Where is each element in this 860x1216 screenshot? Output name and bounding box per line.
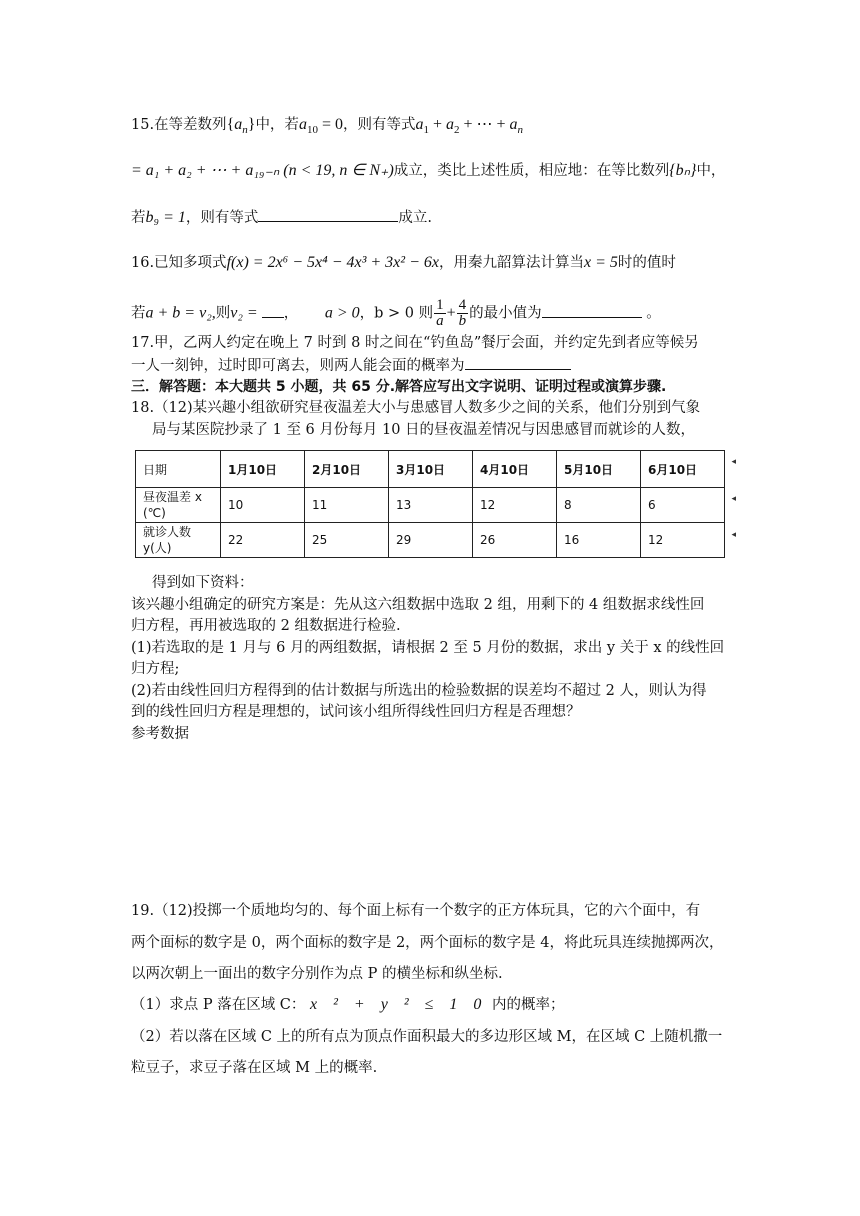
answer-blank-16a: [262, 303, 284, 318]
table-cell: 6月10日: [641, 451, 725, 488]
q17-line1: 17.甲，乙两人约定在晚上 7 时到 8 时之间在“钓鱼岛”餐厅会面，并约定先到者应等候另: [131, 335, 699, 351]
row-marker-icon: ◂: [731, 530, 736, 540]
q19-line2: 两个面标的数字是 0，两个面标的数字是 2，两个面标的数字是 4，将此玩具连续抛掷两次，: [131, 935, 724, 951]
answer-blank-15: [258, 207, 398, 222]
q18-p1: 该兴趣小组确定的研究方案是：先从这六组数据中选取 2 组，用剩下的 4 组数据求线性回: [131, 597, 705, 613]
answer-blank-17: [465, 355, 571, 370]
table-cell: 5月10日: [557, 451, 641, 488]
q18-p3: (1)若选取的是 1 月与 6 月的两组数据，请根据 2 至 5 月份的数据，求出 y 关于 x 的线性回: [131, 640, 725, 656]
table-header-row: [136, 451, 725, 488]
fraction-1-over-a: $\frac{1}{a}$: [436, 297, 444, 329]
table-cell: 1月10日: [221, 451, 305, 488]
table-row: [136, 488, 725, 523]
table-cell: 22: [221, 523, 305, 558]
q18-p4: 归方程;: [131, 661, 180, 677]
table-row-label: 昼夜温差 x (℃): [136, 488, 221, 523]
q19-line4: （1）求点 P 落在区域 C： x ² + y ² ≤ 1 0 内的概率；: [131, 996, 565, 1013]
row-marker-icon: ◂: [731, 457, 736, 467]
q18-p6: 到的线性回归方程是理想的，试问该小组所得线性回归方程是否理想？: [131, 704, 581, 720]
q18-line1: 18.（12)某兴趣小组欲研究昼夜温差大小与患感冒人数多少之间的关系，他们分别到气象: [131, 400, 701, 416]
section-heading: 三．解答题：本大题共 5 小题，共 65 分.解答应写出文字说明、证明过程或演算步骤.: [131, 379, 667, 395]
q19-line5: （2）若以落在区域 C 上的所有点为顶点作面积最大的多边形区域 M，在区域 C 上随机撒一: [131, 1029, 723, 1045]
row-marker-icon: ◂: [731, 494, 736, 504]
table-cell: 16: [557, 523, 641, 558]
q18-p2: 归方程，再用被选取的 2 组数据进行检验.: [131, 618, 401, 634]
data-table: [135, 450, 725, 558]
q19-line6: 粒豆子，求豆子落在区域 M 上的概率.: [131, 1060, 378, 1076]
table-cell: 10: [221, 488, 305, 523]
q19-line3: 以两次朝上一面出的数字分别作为点 P 的横坐标和纵坐标.: [131, 966, 503, 982]
table-row: [136, 523, 725, 558]
table-cell: 12: [641, 523, 725, 558]
fraction-4-over-b: $\frac{4}{b}$: [458, 297, 467, 329]
table-cell: 8: [557, 488, 641, 523]
table-cell: 3月10日: [389, 451, 473, 488]
q19-line1: 19.（12)投掷一个质地均匀的、每个面上标有一个数字的正方体玩具，它的六个面中，有: [131, 903, 701, 919]
q15-line3: 若b₉ = 1，则有等式 成立.: [131, 209, 432, 226]
table-row-label: 就诊人数 y(人): [136, 523, 221, 558]
table-cell: 25: [305, 523, 389, 558]
table-cell: 12: [473, 488, 557, 523]
table-cell: 4月10日: [473, 451, 557, 488]
q18-p7: 参考数据: [131, 726, 189, 742]
answer-blank-16b: [542, 303, 642, 318]
table-cell: 13: [389, 488, 473, 523]
table-cell: 29: [389, 523, 473, 558]
q15-line2: = a₁ + a₂ + ⋯ + a₁₉₋ₙ (n < 19, n ∈ N₊)成立，类比上述性质，相应地：在等比数列{bₙ}中，: [131, 162, 726, 179]
q17-line2: 一人一刻钟，过时即可离去，则两人能会面的概率为: [131, 355, 571, 376]
q18-line2: 局与某医院抄录了 1 至 6 月份每月 10 日的昼夜温差情况与因患感冒而就诊的人数，: [152, 422, 696, 438]
q18-after-table: 得到如下资料：: [152, 575, 254, 591]
q18-p5: (2)若由线性回归方程得到的估计数据与所选出的检验数据的误差均不超过 2 人，则认为得: [131, 683, 707, 699]
table-cell: 日期: [136, 451, 221, 488]
q16-line2: 若a + b = v₂,则v₂ = ， a > 0，b > 0 则 $\frac{1}{a}$ + $\frac{4}{b}$ 的最小值为 。: [131, 297, 661, 329]
q16-line1: 16.已知多项式f(x) = 2x⁶ − 5x⁴ − 4x³ + 3x² − 6x，用秦九韶算法计算当x = 5时的值时: [131, 254, 676, 271]
q15-line1: 15.在等差数列$\{a_n\}$中，若$a_{10} = 0$，则有等式$a_1 + a_2$ + ⋯ + $a_n$: [131, 116, 524, 136]
table-cell: 2月10日: [305, 451, 389, 488]
table-cell: 26: [473, 523, 557, 558]
table-cell: 11: [305, 488, 389, 523]
table-cell: 6: [641, 488, 725, 523]
